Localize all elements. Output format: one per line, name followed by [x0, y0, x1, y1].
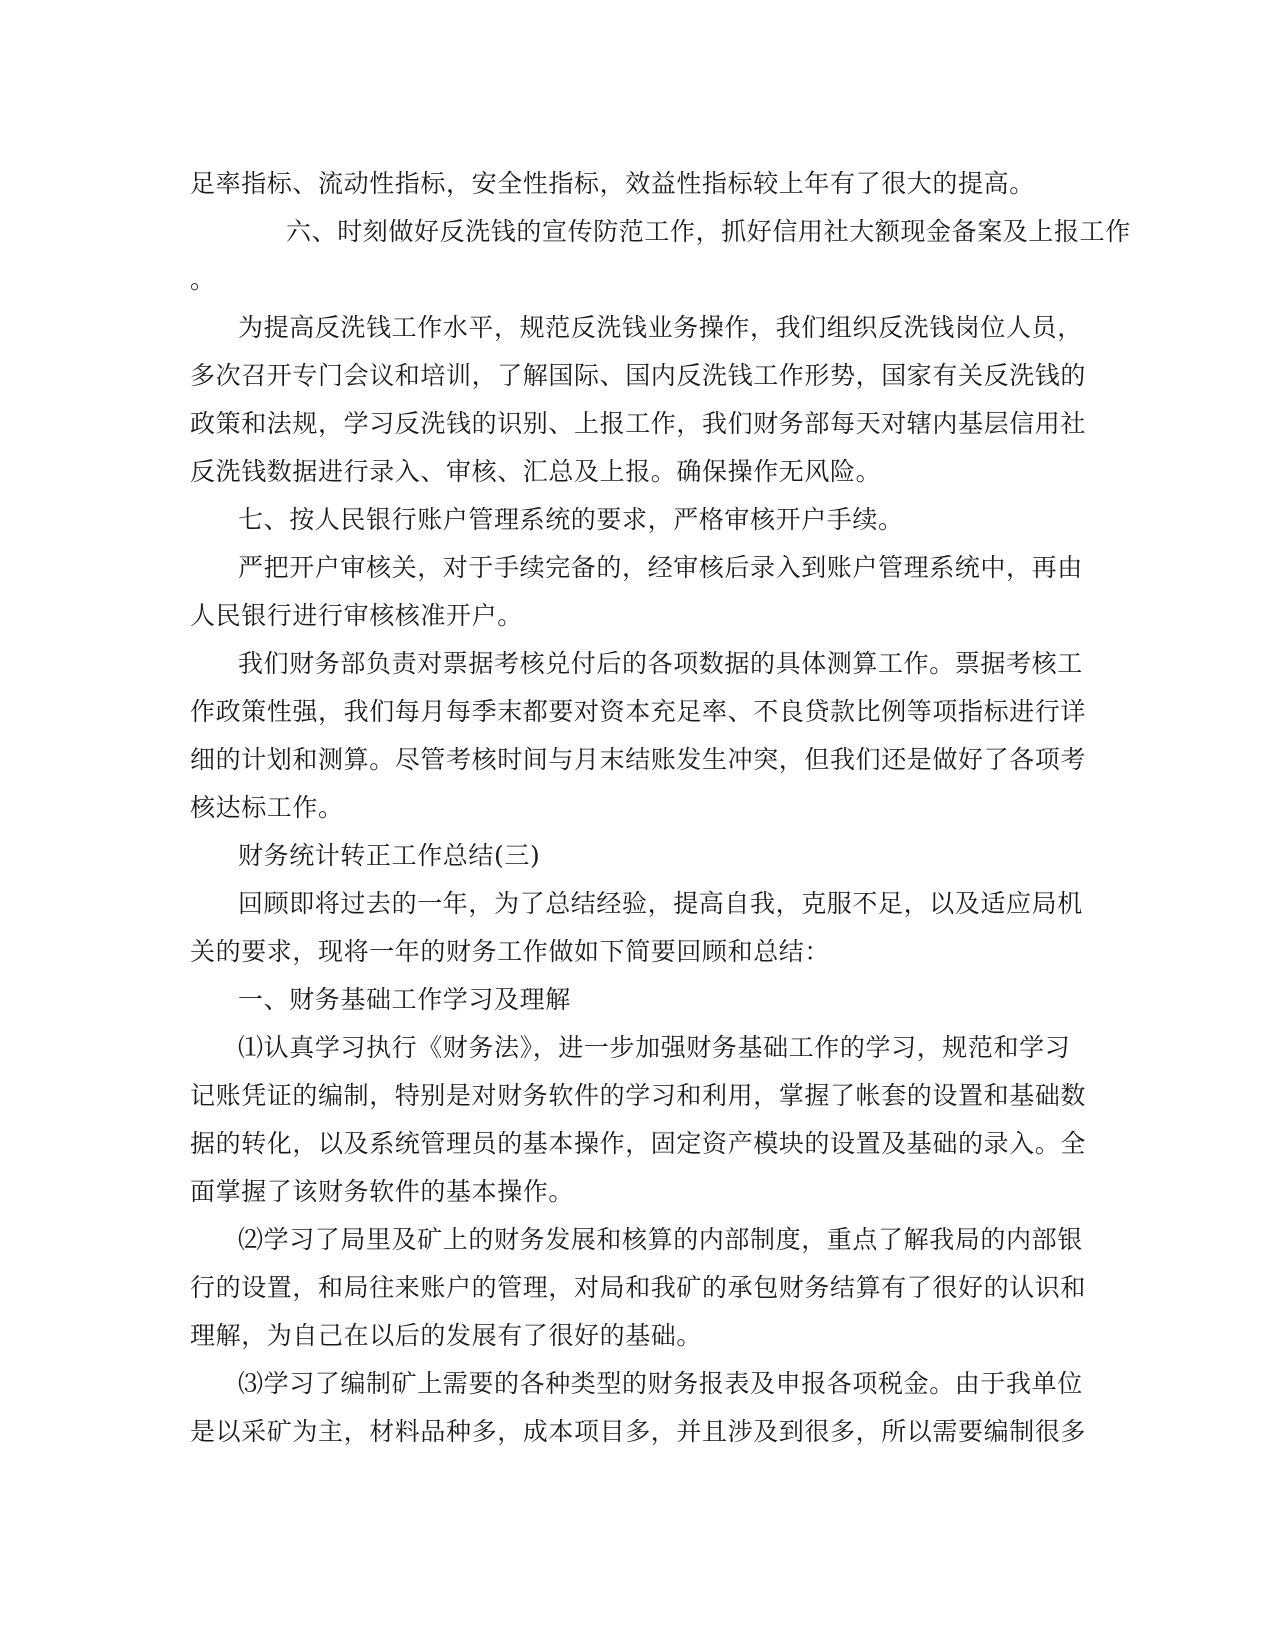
text-line: 作政策性强，我们每月每季末都要对资本充足率、不良贷款比例等项指标进行详 [190, 697, 1087, 726]
text-line: 记账凭证的编制，特别是对财务软件的学习和利用，掌握了帐套的设置和基础数 [190, 1081, 1087, 1110]
text-line: 六、时刻做好反洗钱的宣传防范工作，抓好信用社大额现金备案及上报工作 [286, 217, 1131, 246]
subsection-heading: 一、财务基础工作学习及理解 [238, 985, 571, 1014]
text-line: 是以采矿为主，材料品种多，成本项目多，并且涉及到很多，所以需要编制很多 [190, 1417, 1087, 1446]
text-line: 人民银行进行审核核准开户。 [190, 601, 523, 630]
text-line: ⑶学习了编制矿上需要的各种类型的财务报表及申报各项税金。由于我单位 [238, 1369, 1083, 1398]
text-line: 。 [190, 265, 216, 294]
section-heading: 财务统计转正工作总结(三) [238, 841, 541, 870]
text-line: 政策和法规，学习反洗钱的识别、上报工作，我们财务部每天对辖内基层信用社 [190, 409, 1087, 438]
text-line: 关的要求，现将一年的财务工作做如下简要回顾和总结： [190, 937, 831, 966]
text-line: 细的计划和测算。尽管考核时间与月末结账发生冲突，但我们还是做好了各项考 [190, 745, 1087, 774]
text-line: 为提高反洗钱工作水平，规范反洗钱业务操作，我们组织反洗钱岗位人员， [238, 313, 1083, 342]
text-line: 面掌握了该财务软件的基本操作。 [190, 1177, 575, 1206]
document-body [190, 160, 1131, 1456]
text-line: 反洗钱数据进行录入、审核、汇总及上报。确保操作无风险。 [190, 457, 882, 486]
text-line: 多次召开专门会议和培训，了解国际、国内反洗钱工作形势，国家有关反洗钱的 [190, 361, 1087, 390]
text-line: ⑴认真学习执行《财务法》，进一步加强财务基础工作的学习，规范和学习 [238, 1033, 1071, 1062]
text-line: 据的转化，以及系统管理员的基本操作，固定资产模块的设置及基础的录入。全 [190, 1129, 1087, 1158]
text-line: 核达标工作。 [190, 793, 344, 822]
text-line: ⑵学习了局里及矿上的财务发展和核算的内部制度，重点了解我局的内部银 [238, 1225, 1083, 1254]
text-line: 七、按人民银行账户管理系统的要求，严格审核开户手续。 [238, 505, 904, 534]
text-line: 足率指标、流动性指标，安全性指标，效益性指标较上年有了很大的提高。 [190, 169, 1035, 198]
text-line: 我们财务部负责对票据考核兑付后的各项数据的具体测算工作。票据考核工 [238, 649, 1083, 678]
text-line: 回顾即将过去的一年，为了总结经验，提高自我，克服不足，以及适应局机 [238, 889, 1083, 918]
text-line: 行的设置，和局往来账户的管理，对局和我矿的承包财务结算有了很好的认识和 [190, 1273, 1087, 1302]
text-line: 理解，为自己在以后的发展有了很好的基础。 [190, 1321, 703, 1350]
text-line: 严把开户审核关，对于手续完备的，经审核后录入到账户管理系统中，再由 [238, 553, 1083, 582]
